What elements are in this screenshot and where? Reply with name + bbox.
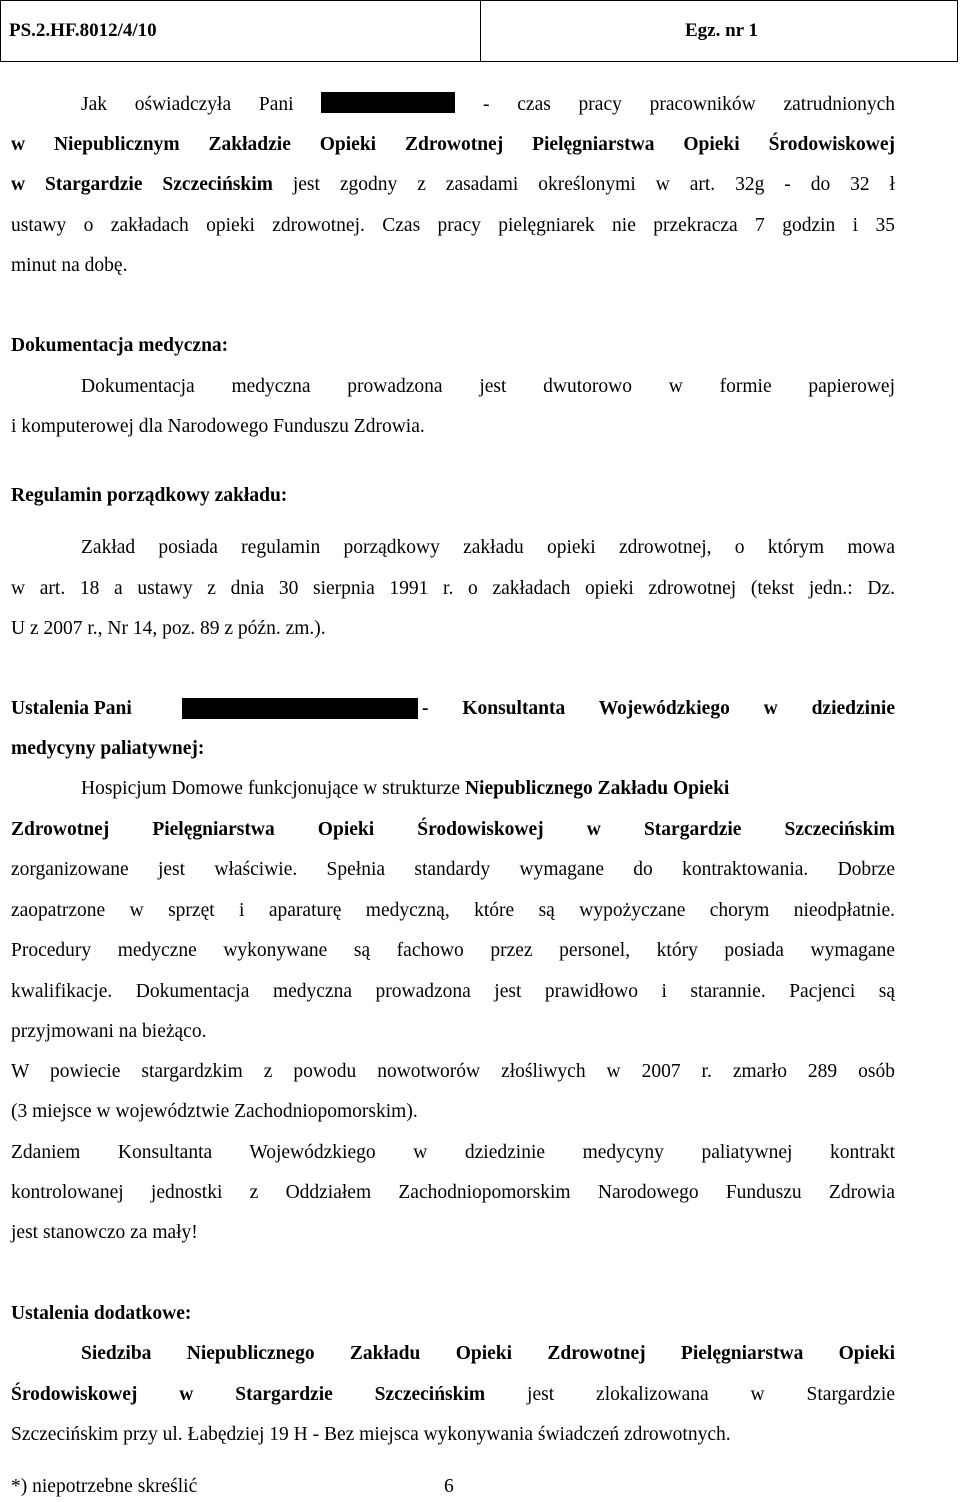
- s4-line-1: Siedziba Niepublicznego Zakładu Opieki Zdrowotnej Pielęgniarstwa Opieki: [81, 1343, 895, 1364]
- p1-line-4: ustawy o zakładach opieki zdrowotnej. Czas pracy pielęgniarek nie przekracza 7 godzin i 35: [11, 215, 895, 236]
- s1-line-1: Dokumentacja medyczna prowadzona jest dwutorowo w formie papierowej: [81, 376, 895, 397]
- s4-line-3: Szczecińskim przy ul. Łabędziej 19 H - Bez miejsca wykonywania świadczeń zdrowotnych.: [11, 1424, 731, 1445]
- s3-heading-line-2: medycyny paliatywnej:: [11, 738, 205, 759]
- s3-heading-b: - Konsultanta Wojewódzkiego w dziedzinie: [422, 698, 895, 719]
- s3-text-a: Hospicjum Domowe funkcjonujące w strukturze: [81, 778, 465, 799]
- p1-line-3: [11, 173, 895, 197]
- s2-line-2: w art. 18 a ustawy z dnia 30 sierpnia 1991 r. o zakładach opieki zdrowotnej (tekst jedn.: Dz.: [11, 578, 895, 599]
- s4-line-2: [11, 1383, 895, 1407]
- s3-line-5: Procedury medyczne wykonywane są fachowo przez personel, który posiada wymagane: [11, 940, 895, 961]
- copy-number: Egz. nr 1: [685, 20, 759, 41]
- p1-line-5: minut na dobę.: [11, 255, 128, 276]
- p1-line-1: [81, 92, 895, 117]
- p1-text-b: - czas pracy pracowników zatrudnionych: [483, 94, 896, 115]
- s3-line-9: (3 miejsce w województwie Zachodniopomorskim).: [11, 1101, 418, 1122]
- s3-line-8: W powiecie stargardzkim z powodu nowotworów złośliwych w 2007 r. zmarło 289 osób: [11, 1061, 895, 1082]
- page-number: 6: [444, 1476, 454, 1497]
- footnote: *) niepotrzebne skreślić: [11, 1476, 198, 1497]
- s3-line-4: zaopatrzone w sprzęt i aparaturę medyczną, które są wypożyczane chorym nieodpłatnie.: [11, 900, 895, 921]
- section-heading-additional: Ustalenia dodatkowe:: [11, 1303, 192, 1324]
- p1-bold-text: w Stargardzie Szczecińskim: [11, 174, 273, 195]
- document-header: [0, 0, 958, 62]
- s3-line-3: zorganizowane jest właściwie. Spełnia standardy wymagane do kontraktowania. Dobrze: [11, 859, 895, 880]
- s4-bold-text: Środowiskowej w Stargardzie Szczecińskim: [11, 1384, 486, 1405]
- p1-text-c: jest zgodny z zasadami określonymi w art. 32g - do 32 ł: [272, 174, 895, 195]
- section-heading-regulations: Regulamin porządkowy zakładu:: [11, 485, 288, 506]
- s3-line-6: kwalifikacje. Dokumentacja medyczna prowadzona jest prawidłowo i starannie. Pacjenci są: [11, 981, 895, 1002]
- p1-line-2: w Niepublicznym Zakładzie Opieki Zdrowotnej Pielęgniarstwa Opieki Środowiskowej: [11, 134, 895, 155]
- redaction-box: [182, 698, 418, 719]
- s3-line-12: jest stanowczo za mały!: [11, 1222, 198, 1243]
- s3-heading-a: Ustalenia Pani: [11, 698, 132, 719]
- s3-line-2: Zdrowotnej Pielęgniarstwa Opieki Środowiskowej w Stargardzie Szczecińskim: [11, 819, 895, 840]
- s3-line-1: [81, 777, 895, 801]
- s3-line-11: kontrolowanej jednostki z Oddziałem Zachodniopomorskim Narodowego Funduszu Zdrowia: [11, 1182, 895, 1203]
- section-heading-documentation: Dokumentacja medyczna:: [11, 335, 229, 356]
- s4-text: jest zlokalizowana w Stargardzie: [485, 1384, 895, 1405]
- redaction-box: [321, 92, 455, 113]
- s2-line-1: Zakład posiada regulamin porządkowy zakładu opieki zdrowotnej, o którym mowa: [81, 537, 895, 558]
- document-reference: PS.2.HF.8012/4/10: [9, 20, 157, 41]
- s2-line-3: U z 2007 r., Nr 14, poz. 89 z późn. zm.).: [11, 618, 326, 639]
- s3-bold-text: Niepublicznego Zakładu Opieki: [464, 778, 730, 799]
- p1-text-a: Jak oświadczyła Pani: [81, 94, 294, 115]
- s3-line-10: Zdaniem Konsultanta Wojewódzkiego w dziedzinie medycyny paliatywnej kontrakt: [11, 1142, 895, 1163]
- s1-line-2: i komputerowej dla Narodowego Funduszu Zdrowia.: [11, 416, 425, 437]
- s3-line-7: przyjmowani na bieżąco.: [11, 1021, 207, 1042]
